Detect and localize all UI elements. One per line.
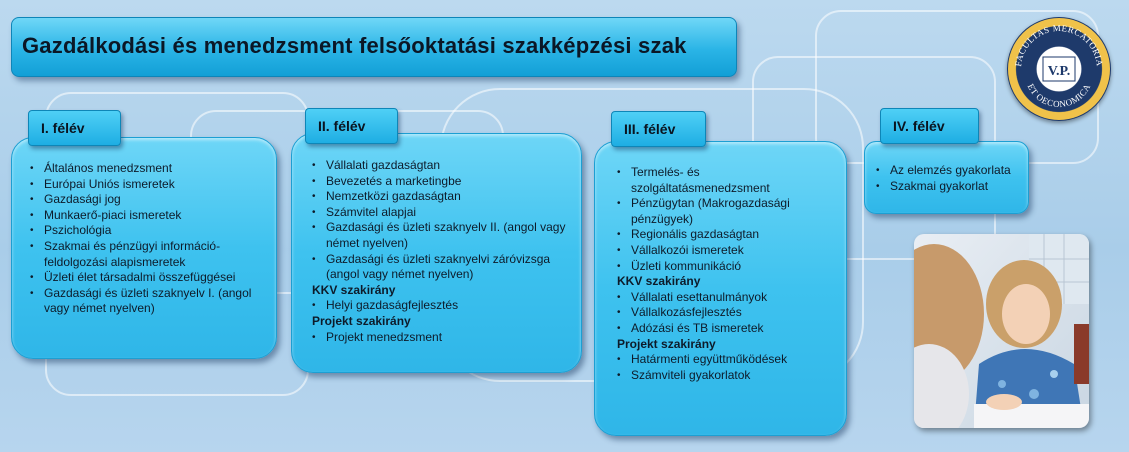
list-item: • Gazdasági és üzleti szaknyelv I. (angol vagy német nyelven) bbox=[30, 286, 255, 317]
semester-4-list bbox=[876, 163, 1021, 194]
list-item: • Határmenti együttműködések bbox=[617, 352, 829, 368]
list-item: • Adózási és TB ismeretek bbox=[617, 321, 829, 337]
list-item: • Regionális gazdaságtan bbox=[617, 227, 829, 243]
seal-graphic bbox=[1007, 17, 1111, 121]
semester-4-label: IV. félév bbox=[880, 108, 979, 144]
list-item: • Számvitel alapjai bbox=[312, 205, 567, 221]
list-item: • Termelés- és szolgáltatásmenedzsment bbox=[617, 165, 829, 196]
list-item: • Üzleti kommunikáció bbox=[617, 259, 829, 275]
list-item: • Nemzetközi gazdaságtan bbox=[312, 189, 567, 205]
list-item: • Gazdasági jog bbox=[30, 192, 255, 208]
semester-1-list bbox=[30, 161, 255, 317]
svg-text:V.P.: V.P. bbox=[1047, 64, 1071, 79]
list-item: • Szakmai és pénzügyi információ-feldolgozási alapismeretek bbox=[30, 239, 255, 270]
list-item: • Munkaerő-piaci ismeretek bbox=[30, 208, 255, 224]
faculty-seal-logo bbox=[1007, 17, 1111, 121]
list-item: • Bevezetés a marketingbe bbox=[312, 174, 567, 190]
list-item: • Vállalkozói ismeretek bbox=[617, 243, 829, 259]
svg-text:FACULTAS MERCATORIA: FACULTAS MERCATORIA bbox=[1013, 22, 1105, 67]
track-heading: Projekt szakirány bbox=[312, 313, 411, 328]
semester-3-list bbox=[617, 165, 829, 383]
list-item: • Szakmai gyakorlat bbox=[876, 179, 1021, 195]
list-item: • Pszichológia bbox=[30, 223, 255, 239]
list-item: • Vállalkozásfejlesztés bbox=[617, 305, 829, 321]
semester-1-label: I. félév bbox=[28, 110, 121, 146]
semester-2-label: II. félév bbox=[305, 108, 398, 144]
svg-text:ET OECONOMICA: ET OECONOMICA bbox=[1025, 82, 1093, 110]
list-item: • Számviteli gyakorlatok bbox=[617, 368, 829, 384]
track-heading: Projekt szakirány bbox=[617, 336, 716, 351]
list-item: • Üzleti élet társadalmi összefüggései bbox=[30, 270, 255, 286]
student-photo-graphic bbox=[914, 234, 1089, 428]
track-heading: KKV szakirány bbox=[312, 282, 396, 297]
list-item: • Európai Uniós ismeretek bbox=[30, 177, 255, 193]
page-title: Gazdálkodási és menedzsment felsőoktatási szakképzési szak bbox=[22, 33, 687, 58]
list-item: • Gazdasági és üzleti szaknyelv II. (angol vagy német nyelven) bbox=[312, 220, 567, 251]
track-heading: KKV szakirány bbox=[617, 274, 701, 289]
list-item: • Pénzügytan (Makrogazdasági pénzügyek) bbox=[617, 196, 829, 227]
semester-3-label: III. félév bbox=[611, 111, 706, 147]
list-item: • Projekt menedzsment bbox=[312, 330, 567, 346]
list-item: • Vállalati gazdaságtan bbox=[312, 158, 567, 174]
list-item: • Vállalati esettanulmányok bbox=[617, 290, 829, 306]
list-item: • Helyi gazdaságfejlesztés bbox=[312, 298, 567, 314]
list-item: • Az elemzés gyakorlata bbox=[876, 163, 1021, 179]
list-item: • Általános menedzsment bbox=[30, 161, 255, 177]
list-item: • Gazdasági és üzleti szaknyelvi záróvizsga (angol vagy német nyelven) bbox=[312, 252, 567, 283]
student-photo bbox=[914, 234, 1089, 428]
semester-2-list bbox=[312, 158, 567, 345]
